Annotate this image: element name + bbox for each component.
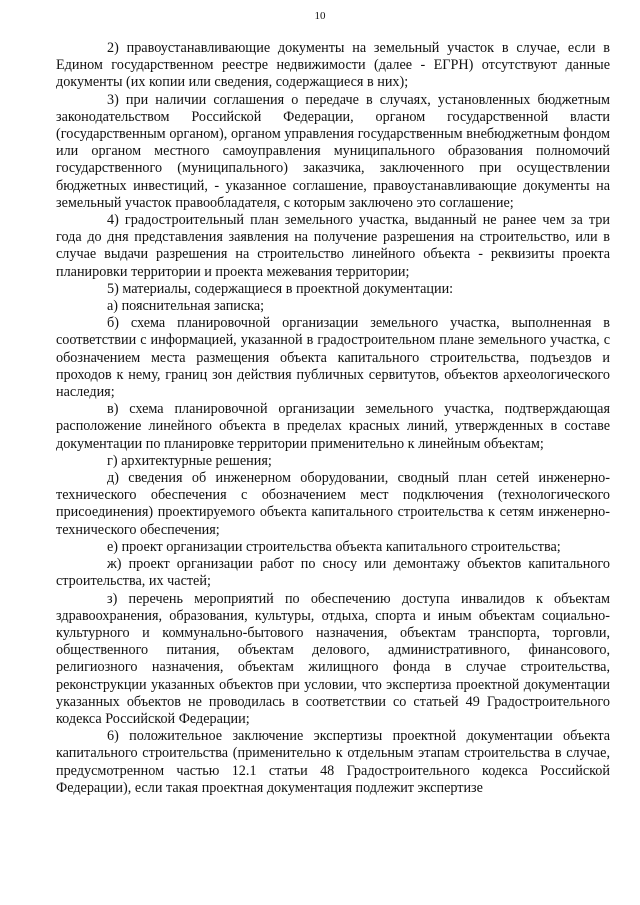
subparagraph-d: д) сведения об инженерном оборудовании, сводный план сетей инженерно-технического обеспечения с обозначением мест подключения (технологического присоединения) проектируемого объекта капитального строительства к сетям инженерно-технического обеспечения; [56,470,610,538]
paragraph-item-4: 4) градостроительный план земельного участка, выданный не ранее чем за три года до дня представления заявления на получение разрешения на строительство, или в случае выдачи разрешения на строительство линейного объекта - реквизиты проекта планировки территории и проекта межевания территории; [56,212,610,280]
subparagraph-z: з) перечень мероприятий по обеспечению доступа инвалидов к объектам здравоохранения, образования, культуры, отдыха, спорта и иным объектам социально-культурного и коммунально-бытового назначения, объектам транспорта, торговли, общественного питания, объектам делового, административного, финансового, религиозного назначения, объектам жилищного фонда в случае строительства, реконструкции указанных объектов при условии, что экспертиза проектной документации указанных объектов не проводилась в соответствии со статьей 49 Градостроительного кодекса Российской Федерации; [56,590,610,727]
subparagraph-g: г) архитектурные решения; [107,452,272,469]
paragraph-item-6: 6) положительное заключение экспертизы проектной документации объекта капитального строительства (применительно к отдельным этапам строительства в случае, предусмотренном частью 12.1 статьи 48 Градостроительного кодекса Российской Федерации), если такая проектная документация подлежит экспертизе [56,728,610,796]
subparagraph-b: б) схема планировочной организации земельного участка, выполненная в соответствии с информацией, указанной в градостроительном плане земельного участка, с обозначением места размещения объекта капитального строительства, подъездов и проходов к нему, границ зон действия публичных сервитутов, объектов археологического наследия; [56,315,610,401]
subparagraph-zh: ж) проект организации работ по сносу или демонтажу объектов капитального строительства, их частей; [56,556,610,590]
subparagraph-v: в) схема планировочной организации земельного участка, подтверждающая расположение линейного объекта в пределах красных линий, утвержденных в составе документации по планировке территории применительно к линейным объектам; [56,401,610,452]
subparagraph-a: а) пояснительная записка; [107,298,265,315]
paragraph-item-3: 3) при наличии соглашения о передаче в случаях, установленных бюджетным законодательством Российской Федерации, органом государственной власти (государственным органом), органом управления государственным внебюджетным фондом или органом местного самоуправления муниципального образования полномочий государственного (муниципального) заказчика, заключенного при осуществлении бюджетных инвестиций, - указанное соглашение, правоустанавливающие документы на земельный участок правообладателя, с которым заключено это соглашение; [56,91,610,211]
paragraph-item-5: 5) материалы, содержащиеся в проектной документации: [107,280,454,297]
document-body [56,40,610,797]
subparagraph-e: е) проект организации строительства объекта капитального строительства; [107,538,561,555]
page-number: 10 [314,10,326,22]
paragraph-item-2: 2) правоустанавливающие документы на земельный участок в случае, если в Едином государственном реестре недвижимости (далее - ЕГРН) отсутствуют данные документы (их копии или сведения, содержащиеся в них); [56,40,610,91]
